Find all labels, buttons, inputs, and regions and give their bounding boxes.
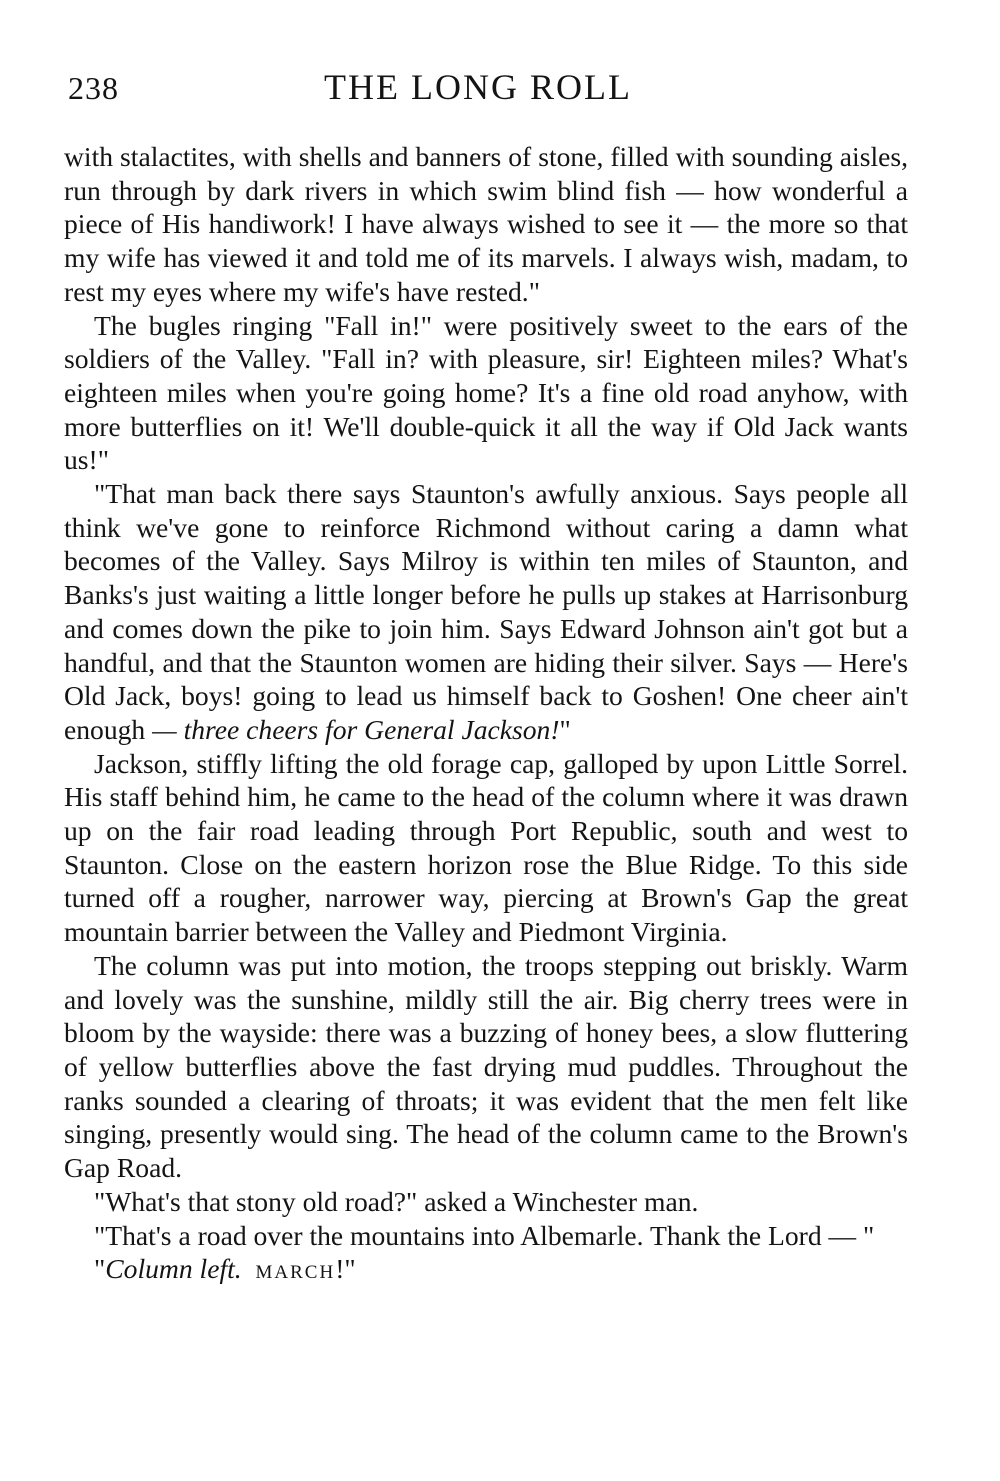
paragraph-2: The bugles ringing "Fall in!" were positively sweet to the ears of the soldiers of the Valley. "Fall in? with pleasure, sir! Eighteen miles? What's eighteen miles when you're going home? It's a fine old road anyhow, with more butterflies on it! We'll double-quick it all the way if Old Jack wants us!" [64,309,908,476]
paragraph-5: The column was put into motion, the troops stepping out briskly. Warm and lovely was the sunshine, mildly still the air. Big cherry trees were in bloom by the wayside: there was a buzzing of honey bees, a slow fluttering of yellow butterflies above the fast drying mud puddles. Throughout the ranks sounded a clearing of throats; it was evident that the men felt like singing, presently would sing. The head of the column came to the Brown's Gap Road. [64,949,908,1184]
paragraph-7: "That's a road over the mountains into Albemarle. Thank the Lord — " [94,1219,875,1251]
last-line-small-caps: MARCH [255,1262,336,1284]
paragraph-8 [64,1252,908,1290]
last-line-close: !" [335,1253,356,1285]
paragraph-3 [64,477,908,747]
paragraph-4: Jackson, stiffly lifting the old forage cap, galloped by upon Little Sorrel. His staff behind him, he came to the head of the column where it was drawn up on the fair road leading through Port Republic, south and west to Staunton. Close on the eastern horizon rose the Blue Ridge. To this side turned off a rougher, narrower way, piercing at Brown's Gap the great mountain barrier between the Valley and Piedmont Virginia. [64,747,908,948]
last-line-italic: Column left. [105,1253,242,1285]
running-head: THE LONG ROLL [324,67,632,107]
page-number: 238 [68,70,119,106]
paragraph-3-close-quote: " [559,713,571,745]
paragraph-6: "What's that stony old road?" asked a Winchester man. [94,1185,699,1217]
last-line-open-quote: " [94,1253,106,1285]
paragraph-3-text: "That man back there says Staunton's awfully anxious. Says people all think we've gone to reinforce Richmond without caring a damn what becomes of the Valley. Says Milroy is within ten miles of Staunton, and Banks's just waiting a little longer before he pulls up stakes at Harrisonburg and comes down the pike to join him. Says Edward Johnson ain't got but a handful, and that the Staunton women are hiding their silver. Says — Here's Old Jack, boys! going to lead us himself back to Goshen! One cheer ain't enough [64,478,908,745]
body-text [64,140,908,1290]
paragraph-1: with stalactites, with shells and banners of stone, filled with sounding aisles, run through by dark rivers in which swim blind fish — how wonderful a piece of His handiwork! I have always wished to see it — the more so that my wife has viewed it and told me of its marvels. I always wish, madam, to rest my eyes where my wife's have rested." [64,141,908,307]
paragraph-3-italic-tail: — three cheers for General Jackson! [152,713,560,745]
page-header [64,66,908,114]
